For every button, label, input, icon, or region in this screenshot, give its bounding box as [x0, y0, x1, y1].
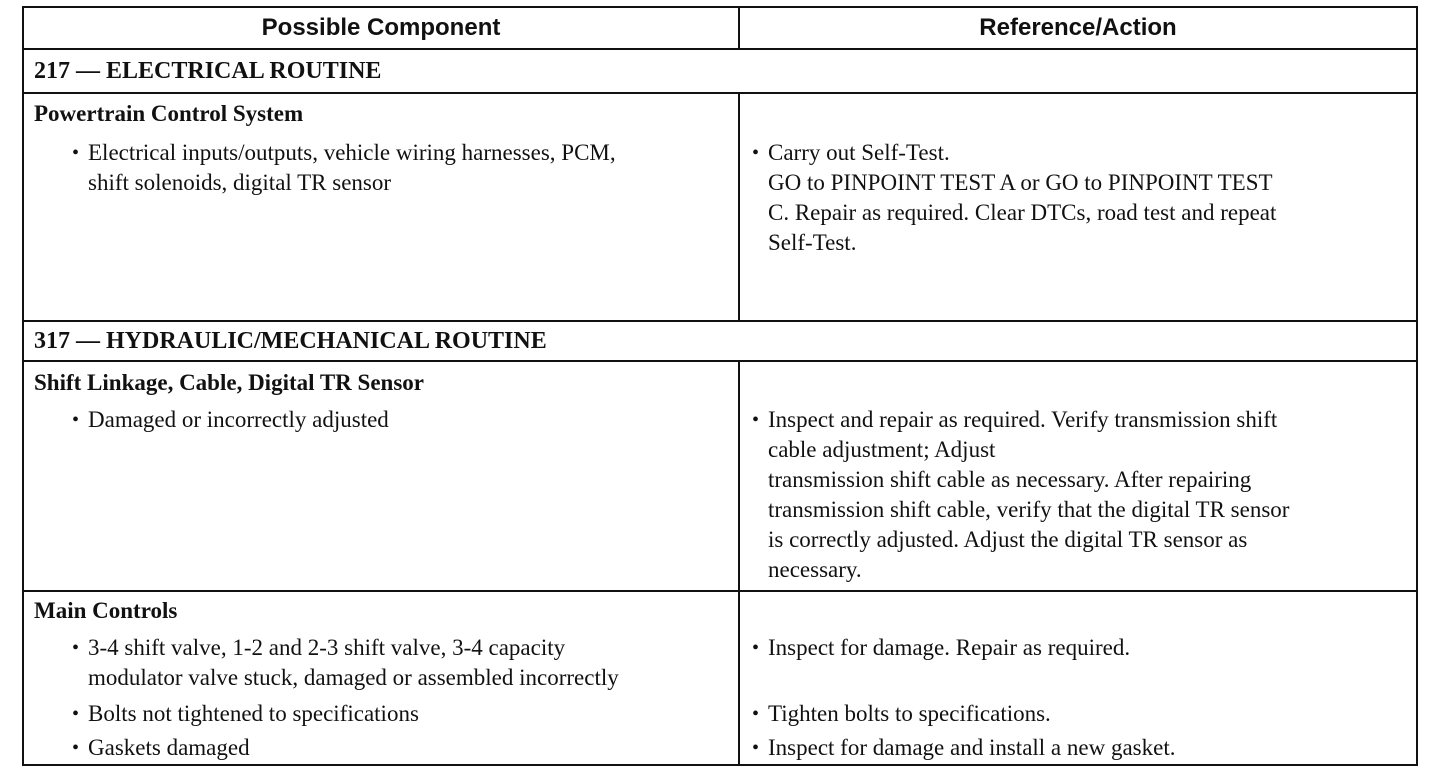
bullet-icon: •	[752, 637, 760, 659]
cause-text: 3-4 shift valve, 1-2 and 2-3 shift valve, 3-4 capacity modulator valve stuck, damaged or assembled incorrectly	[88, 635, 619, 690]
action-text: Inspect for damage and install a new gasket.	[768, 735, 1176, 760]
bullet-icon: •	[752, 703, 760, 725]
row-divider	[24, 590, 1416, 592]
list-item	[72, 699, 728, 729]
bullet-icon: •	[72, 737, 80, 759]
bullet-icon: •	[752, 409, 760, 431]
column-divider	[738, 92, 740, 322]
list-item	[72, 733, 728, 763]
bullet-icon: •	[752, 142, 760, 164]
bullet-icon: •	[752, 737, 760, 759]
header-possible-component: Possible Component	[261, 14, 501, 41]
list-item	[752, 699, 1408, 729]
cause-text: Bolts not tightened to specifications	[88, 701, 419, 726]
bullet-icon: •	[72, 703, 80, 725]
bullet-icon: •	[72, 637, 80, 659]
header-reference-action: Reference/Action	[979, 14, 1177, 41]
cause-text: Gaskets damaged	[88, 735, 250, 760]
row-divider	[24, 320, 1416, 322]
cause-text: Electrical inputs/outputs, vehicle wiring harnesses, PCM, shift solenoids, digital TR sensor	[88, 140, 616, 195]
section-title-electrical: 217 — ELECTRICAL ROUTINE	[34, 58, 382, 84]
action-text: Tighten bolts to specifications.	[768, 701, 1051, 726]
list-item	[72, 138, 728, 198]
cause-text: Damaged or incorrectly adjusted	[88, 407, 389, 432]
row-divider	[24, 48, 1416, 50]
column-divider	[738, 360, 740, 766]
list-item	[752, 733, 1408, 763]
list-item	[752, 138, 1408, 258]
list-item	[72, 405, 728, 435]
section-title-hydraulic: 317 — HYDRAULIC/MECHANICAL ROUTINE	[34, 328, 547, 354]
list-item	[72, 633, 728, 693]
list-item	[752, 633, 1408, 663]
component-title-powertrain: Powertrain Control System	[34, 101, 304, 126]
diagnostic-table	[22, 6, 1418, 766]
action-text: Inspect for damage. Repair as required.	[768, 635, 1131, 660]
component-title-shift-linkage: Shift Linkage, Cable, Digital TR Sensor	[34, 370, 424, 395]
list-item	[752, 405, 1408, 585]
action-text: Carry out Self-Test. GO to PINPOINT TEST A or GO to PINPOINT TEST C. Repair as required. Clear DTCs, road test and repeat Self-Test.	[768, 140, 1277, 255]
bullet-icon: •	[72, 142, 80, 164]
action-text: Inspect and repair as required. Verify transmission shift cable adjustment; Adjust transmission shift cable as necessary. After repairing transmission shift cable, verify that the digital TR sensor is correctly adjusted. Adjust the digital TR sensor as necessary.	[768, 407, 1290, 582]
row-divider	[24, 92, 1416, 94]
bullet-icon: •	[72, 409, 80, 431]
component-title-main-controls: Main Controls	[34, 598, 178, 623]
row-divider	[24, 360, 1416, 362]
